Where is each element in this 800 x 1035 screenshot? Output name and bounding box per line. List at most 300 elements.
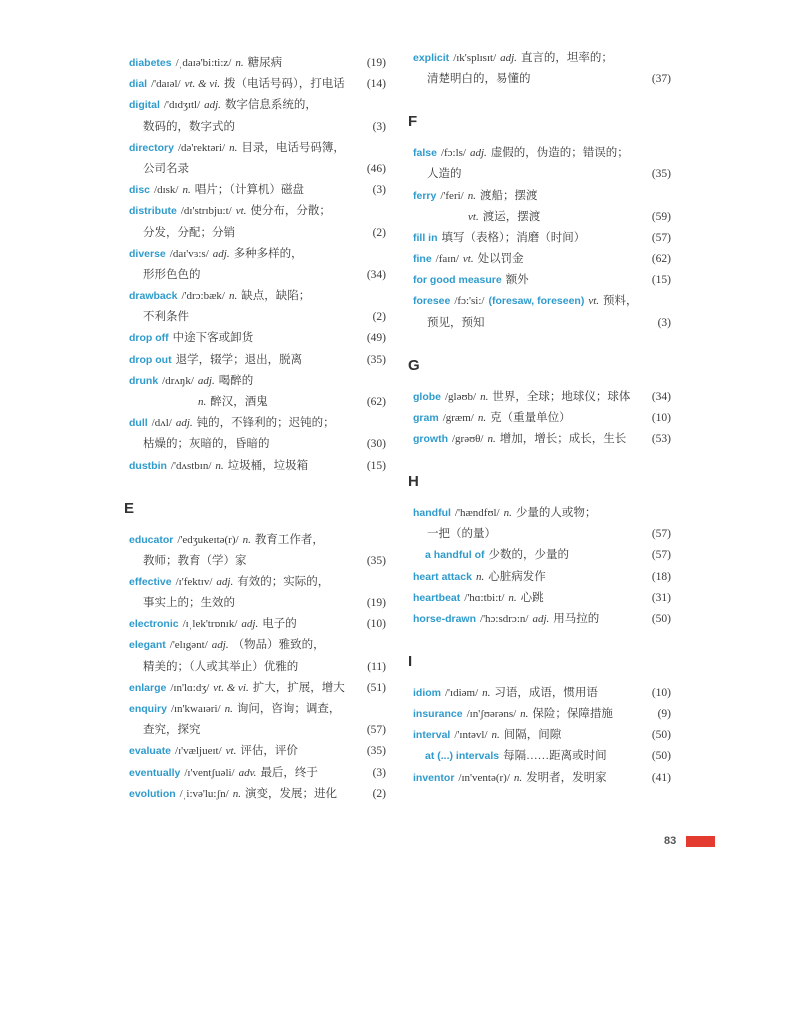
- headword: educator: [129, 533, 174, 546]
- definition: 教育工作者，: [254, 533, 324, 546]
- definition: 缺点，缺陷；: [241, 290, 311, 303]
- definition: 用马拉的: [553, 612, 600, 625]
- pronunciation: /drʌŋk/: [162, 374, 194, 387]
- definition: 扩大，扩展，增大: [252, 681, 345, 694]
- part-of-speech: adj.: [212, 247, 230, 260]
- entry-line: [129, 528, 386, 549]
- entry-line-text: [427, 162, 462, 185]
- entry-line: [129, 348, 386, 369]
- glossary-entry: [413, 586, 671, 607]
- headword: interval: [413, 729, 451, 742]
- pronunciation: /'dʌstbɪn/: [170, 459, 212, 472]
- part-of-speech: vt. & vi.: [184, 78, 221, 91]
- glossary-entry: [413, 247, 671, 268]
- part-of-speech: n.: [477, 411, 487, 424]
- part-of-speech: n.: [235, 57, 244, 69]
- glossary-entry: [129, 528, 386, 570]
- glossary-entry: [129, 326, 386, 347]
- part-of-speech: n.: [508, 591, 517, 604]
- page-reference: (14): [366, 78, 386, 91]
- headword: inventor: [413, 771, 455, 784]
- entry-sense-line: [129, 390, 386, 411]
- entry-line-text: [413, 723, 561, 746]
- entry-line: [413, 268, 671, 289]
- entry-line: [413, 565, 671, 586]
- entry-line: [129, 72, 386, 93]
- entry-line: [413, 46, 671, 67]
- headword: drop off: [129, 332, 169, 345]
- entry-line-text: [413, 427, 626, 450]
- headword: evaluate: [129, 745, 172, 758]
- definition: 使分布，分散；: [250, 205, 331, 218]
- glossary-entry: [129, 676, 386, 697]
- page-reference: (18): [651, 570, 671, 583]
- definition: 评估，评价: [240, 745, 298, 758]
- definition: 分发，分配；分销: [143, 226, 235, 239]
- pronunciation: /ɪn'lɑ:dʒ/: [170, 681, 210, 694]
- part-of-speech: adj.: [175, 417, 193, 430]
- entry-line-text: [129, 284, 310, 307]
- entry-line-text: [129, 782, 337, 805]
- part-of-speech: adj.: [241, 618, 259, 631]
- part-of-speech: n.: [229, 290, 238, 303]
- glossary-section: [124, 498, 386, 803]
- definition: 唱片；（计算机）磁盘: [194, 184, 304, 197]
- glossary-entry: [129, 782, 386, 803]
- part-of-speech: n.: [513, 771, 523, 784]
- page-reference: (35): [366, 353, 386, 366]
- definition: 额外: [505, 274, 529, 287]
- pronunciation: /'edʒukeɪtə(r)/: [177, 533, 239, 546]
- page-reference: (15): [651, 274, 671, 287]
- headword: heartbeat: [413, 591, 461, 604]
- part-of-speech: n.: [224, 703, 233, 716]
- definition: 处以罚金: [477, 253, 524, 266]
- headword: insurance: [413, 708, 463, 721]
- entry-line-text: [129, 454, 308, 477]
- page-reference: (35): [366, 745, 386, 758]
- part-of-speech: adj.: [197, 374, 215, 387]
- definition: 电子的: [262, 618, 297, 631]
- definition: 增加，增长；成长，生长: [499, 433, 627, 445]
- glossary-entry: [129, 633, 386, 675]
- definition: 预见，预知: [427, 316, 485, 329]
- part-of-speech: n.: [482, 686, 491, 699]
- page-reference: (3): [372, 184, 386, 197]
- glossary-entry: [129, 761, 386, 782]
- pronunciation: /faɪn/: [435, 253, 459, 266]
- definition: 人造的: [427, 168, 462, 181]
- headword: explicit: [413, 52, 450, 64]
- headword: a handful of: [425, 549, 485, 562]
- entry-line: [413, 681, 671, 702]
- page-reference: (19): [366, 597, 386, 610]
- glossary-entry: [413, 226, 671, 247]
- entry-line-text: [413, 268, 529, 291]
- entry-line-text: [129, 411, 335, 434]
- headword: fine: [413, 253, 432, 266]
- page-reference: (62): [651, 253, 671, 266]
- entry-line: [413, 385, 671, 406]
- glossary-entry: [129, 348, 386, 369]
- glossary-section: [408, 651, 671, 787]
- entry-line-text: [129, 528, 324, 551]
- definition: 直言的，坦率的；: [520, 52, 613, 64]
- page-reference: (15): [366, 459, 386, 472]
- definition: 渡运，摆渡: [482, 210, 541, 223]
- entry-line-text: [413, 607, 599, 630]
- entry-continuation-line: [129, 305, 386, 326]
- glossary-entry: [129, 570, 386, 612]
- definition: 发明者，发明家: [526, 771, 607, 784]
- section-letter: G: [408, 356, 420, 374]
- entry-continuation-line: [129, 591, 386, 612]
- definition: 公司名录: [143, 162, 189, 175]
- page-reference: (3): [372, 766, 386, 779]
- headword: directory: [129, 141, 174, 154]
- entry-line-text: [413, 501, 596, 524]
- definition: 预料，: [603, 295, 638, 308]
- entry-line-text: [413, 406, 571, 429]
- part-of-speech: n.: [503, 506, 512, 519]
- page-reference: (31): [651, 591, 671, 604]
- headword: false: [413, 147, 437, 160]
- part-of-speech: adj.: [500, 52, 517, 64]
- entry-line-text: [143, 655, 298, 678]
- definition: 清楚明白的，易懂的: [427, 73, 531, 86]
- entry-line-text: [129, 178, 304, 201]
- entry-line: [129, 782, 386, 803]
- left-column: [124, 51, 386, 803]
- pronunciation: /gləʊb/: [445, 390, 477, 403]
- entry-line: [425, 744, 671, 765]
- entry-line-text: [143, 263, 201, 286]
- entry-line: [413, 723, 671, 744]
- entry-line: [129, 761, 386, 782]
- headword: diabetes: [129, 57, 172, 69]
- entry-line: [413, 406, 671, 427]
- entry-line-text: [129, 697, 340, 720]
- phrase-entry: [425, 744, 671, 765]
- definition: 虚假的，伪造的；错误的；: [490, 147, 629, 160]
- headword: enquiry: [129, 703, 167, 716]
- glossary-entry: [129, 739, 386, 760]
- page-reference: (10): [651, 686, 671, 699]
- page-reference: (50): [651, 729, 671, 742]
- page-reference: (35): [366, 554, 386, 567]
- entry-continuation-line: [129, 432, 386, 453]
- part-of-speech: n.: [480, 390, 489, 403]
- entry-continuation-line: [413, 311, 671, 332]
- page-reference: (11): [367, 660, 386, 673]
- pronunciation: /ˌdaɪə'bi:ti:z/: [175, 57, 232, 69]
- part-of-speech: n.: [229, 141, 238, 154]
- definition: 保险；保障措施: [532, 708, 613, 721]
- definition: 少量的人或物；: [515, 506, 597, 519]
- entry-line: [129, 697, 386, 718]
- part-of-speech: adj.: [216, 575, 234, 588]
- pronunciation: /dɪsk/: [154, 184, 179, 197]
- glossary-entry: [413, 607, 671, 628]
- part-of-speech: vt.: [462, 253, 474, 266]
- entry-line-text: [427, 311, 485, 334]
- part-of-speech: n.: [487, 433, 496, 445]
- entry-line-text: [129, 348, 302, 371]
- part-of-speech: n.: [520, 708, 529, 721]
- part-of-speech: n.: [215, 459, 224, 472]
- glossary-entry: [413, 681, 671, 702]
- pronunciation: /daɪ'vɜ:s/: [169, 247, 209, 260]
- verb-forms: (foresaw, foreseen): [488, 295, 585, 308]
- headword: disc: [129, 184, 151, 197]
- definition: 一把（的量）: [427, 528, 496, 541]
- glossary-entry: [129, 411, 386, 453]
- glossary-entry: [413, 385, 671, 406]
- entry-line-text: [129, 739, 298, 762]
- entry-continuation-line: [129, 221, 386, 242]
- pronunciation: /'elɪgənt/: [169, 639, 208, 652]
- headword: diverse: [129, 247, 166, 260]
- headword: dustbin: [129, 459, 167, 472]
- page-reference: (30): [366, 438, 386, 451]
- entry-line-text: [129, 199, 331, 222]
- glossary-entry: [413, 766, 671, 787]
- part-of-speech: vt. & vi.: [213, 681, 249, 694]
- part-of-speech: adj.: [532, 612, 550, 625]
- entry-line-text: [129, 612, 297, 635]
- headword: drunk: [129, 374, 159, 387]
- part-of-speech: adj.: [211, 639, 229, 652]
- entry-continuation-line: [129, 115, 386, 136]
- definition: 渡船；摆渡: [479, 189, 538, 202]
- part-of-speech: n.: [475, 570, 485, 583]
- headword: ferry: [413, 189, 437, 202]
- entry-line-text: [143, 305, 189, 328]
- entry-line: [129, 369, 386, 390]
- pronunciation: /fɔ:ls/: [440, 147, 466, 160]
- definition: 世界，全球；地球仪；球体: [492, 390, 631, 403]
- pronunciation: /ɪ'væljueɪt/: [175, 745, 222, 758]
- entry-line: [413, 184, 671, 205]
- page-reference: (57): [651, 231, 671, 244]
- headword: electronic: [129, 618, 179, 631]
- section-letter: E: [124, 499, 135, 517]
- part-of-speech: n.: [491, 729, 500, 742]
- definition: 不利条件: [143, 311, 189, 324]
- glossary-entry: [129, 454, 386, 475]
- entry-line-text: [413, 565, 546, 588]
- entry-line-text: [413, 702, 613, 725]
- entry-line-text: [413, 141, 629, 164]
- definition: 少数的，少量的: [488, 549, 569, 562]
- definition: 最后，终于: [260, 766, 318, 779]
- headword: digital: [129, 99, 160, 112]
- headword: enlarge: [129, 681, 167, 694]
- entry-line-text: [129, 136, 345, 159]
- glossary-entry: [129, 72, 386, 93]
- entry-line-text: [129, 242, 303, 265]
- page-reference: (3): [372, 120, 386, 133]
- pronunciation: /ɪn'kwaɪəri/: [170, 703, 221, 716]
- entry-line-text: [413, 385, 630, 408]
- glossary-entry: [129, 136, 386, 178]
- page-reference: (41): [651, 771, 671, 784]
- page-reference: (51): [366, 681, 386, 694]
- headword: idiom: [413, 686, 441, 699]
- entry-line-text: [129, 570, 329, 593]
- definition: 糖尿病: [247, 57, 283, 69]
- entry-line-text: [468, 205, 540, 228]
- part-of-speech: vt.: [588, 295, 600, 308]
- entry-line-text: [143, 718, 201, 741]
- entry-line: [413, 607, 671, 628]
- definition: 多种多样的，: [233, 247, 303, 260]
- section-letter: I: [408, 652, 413, 670]
- definition: 询问，咨询；调查，: [236, 703, 341, 716]
- definition: 退学，辍学；退出，脱离: [175, 353, 303, 366]
- part-of-speech: adj.: [470, 147, 487, 160]
- page-reference: (35): [651, 168, 671, 181]
- entry-line-text: [413, 184, 537, 207]
- page-reference: (46): [366, 162, 386, 175]
- page-reference: (34): [366, 268, 386, 281]
- entry-line: [425, 543, 671, 564]
- glossary-entry: [129, 697, 386, 739]
- glossary-entry: [413, 427, 671, 448]
- entry-line: [413, 141, 671, 162]
- definition: 醉汉，酒鬼: [210, 396, 268, 408]
- pronunciation: /dʌl/: [151, 417, 172, 430]
- definition: 心脏病发作: [488, 570, 546, 583]
- headword: drop out: [129, 353, 172, 366]
- pronunciation: /fɔ:'si:/: [454, 295, 485, 308]
- page-reference: (10): [651, 411, 671, 424]
- entry-line-text: [129, 633, 325, 656]
- definition: 每隔……距离或时间: [503, 750, 607, 763]
- entry-line: [413, 247, 671, 268]
- glossary-entry: [129, 51, 386, 72]
- section-letter: F: [408, 113, 418, 131]
- definition: 习语，成语，惯用语: [494, 686, 598, 699]
- entry-line: [413, 501, 671, 522]
- definition: 枯燥的；灰暗的，昏暗的: [143, 438, 270, 451]
- pronunciation: /græm/: [442, 411, 474, 424]
- entry-line-text: [143, 549, 247, 572]
- entry-line: [413, 226, 671, 247]
- glossary-section: [413, 46, 671, 88]
- right-column: [408, 46, 671, 787]
- page-reference: (2): [372, 787, 386, 800]
- page-reference: (53): [651, 433, 671, 445]
- part-of-speech: n.: [242, 533, 251, 546]
- page-reference: (50): [651, 612, 671, 625]
- headword: eventually: [129, 766, 181, 779]
- headword: growth: [413, 433, 448, 445]
- definition: 间隔，间隙: [503, 729, 562, 742]
- entry-continuation-line: [129, 157, 386, 178]
- glossary-entry: [413, 501, 671, 543]
- entry-line: [129, 93, 386, 114]
- entry-line-text: [413, 766, 607, 789]
- definition: 目录，电话号码簿，: [241, 141, 345, 154]
- pronunciation: /'daɪəl/: [151, 78, 181, 91]
- definition: 演变，发展；进化: [244, 787, 337, 800]
- pronunciation: /'hændfʊl/: [454, 506, 500, 519]
- pronunciation: /'dɪdʒɪtl/: [163, 99, 201, 112]
- entry-line: [129, 51, 386, 72]
- entry-continuation-line: [129, 718, 386, 739]
- pronunciation: /'ɪdiəm/: [445, 686, 479, 699]
- glossary-entry: [129, 178, 386, 199]
- entry-line: [129, 633, 386, 654]
- entry-line-text: [143, 591, 235, 614]
- pronunciation: /ɪˌlek'trɒnɪk/: [182, 618, 238, 631]
- definition: 数码的，数字式的: [143, 120, 235, 133]
- pronunciation: /'hɑ:tbi:t/: [464, 591, 505, 604]
- page-reference: (62): [366, 396, 386, 408]
- glossary-entry: [129, 93, 386, 135]
- page-reference: (49): [366, 332, 386, 345]
- part-of-speech: vt.: [468, 210, 479, 223]
- page-reference: (2): [372, 226, 386, 239]
- headword: globe: [413, 390, 441, 403]
- entry-line: [129, 454, 386, 475]
- headword: effective: [129, 575, 172, 588]
- glossary-entry: [413, 565, 671, 586]
- pronunciation: /'feri/: [440, 189, 464, 202]
- definition: 精美的；（人或其举止）优雅的: [143, 660, 299, 673]
- entry-line: [129, 739, 386, 760]
- definition: 垃圾桶，垃圾箱: [227, 459, 309, 472]
- headword: handful: [413, 506, 451, 519]
- entry-sense-line: [413, 205, 671, 226]
- part-of-speech: n.: [182, 184, 191, 197]
- entry-line-text: [427, 522, 496, 545]
- part-of-speech: adj.: [204, 99, 221, 112]
- headword: dull: [129, 417, 148, 430]
- page-reference: (3): [657, 316, 671, 329]
- entry-line-text: [413, 247, 524, 270]
- entry-line-text: [143, 221, 235, 244]
- definition: 钝的，不锋利的；迟钝的；: [196, 417, 335, 430]
- section-letter: H: [408, 472, 419, 490]
- headword: for good measure: [413, 274, 502, 287]
- entry-line-text: [427, 67, 531, 90]
- entry-line-text: [143, 157, 189, 180]
- part-of-speech: n.: [198, 396, 207, 408]
- entry-continuation-line: [413, 67, 671, 88]
- pronunciation: /ɪk'splɪsɪt/: [453, 52, 497, 64]
- pronunciation: /ɪ'fektɪv/: [175, 575, 213, 588]
- entry-line-text: [129, 51, 282, 74]
- page-reference: (50): [651, 750, 671, 763]
- entry-line-text: [129, 93, 317, 116]
- glossary-entry: [413, 723, 671, 744]
- pronunciation: /'drɔ:bæk/: [181, 290, 225, 303]
- definition: （物品）雅致的，: [232, 639, 325, 652]
- glossary-entry: [129, 242, 386, 284]
- glossary-entry: [413, 702, 671, 723]
- page-reference: (57): [651, 528, 671, 541]
- glossary-entry: [129, 284, 386, 326]
- pronunciation: /ɪ'ventʃuəli/: [184, 766, 235, 779]
- part-of-speech: vt.: [235, 205, 247, 218]
- entry-line: [129, 199, 386, 220]
- page-reference: (37): [651, 73, 671, 86]
- definition: 有效的；实际的，: [237, 575, 330, 588]
- entry-line-text: [425, 744, 607, 767]
- glossary-entry: [413, 406, 671, 427]
